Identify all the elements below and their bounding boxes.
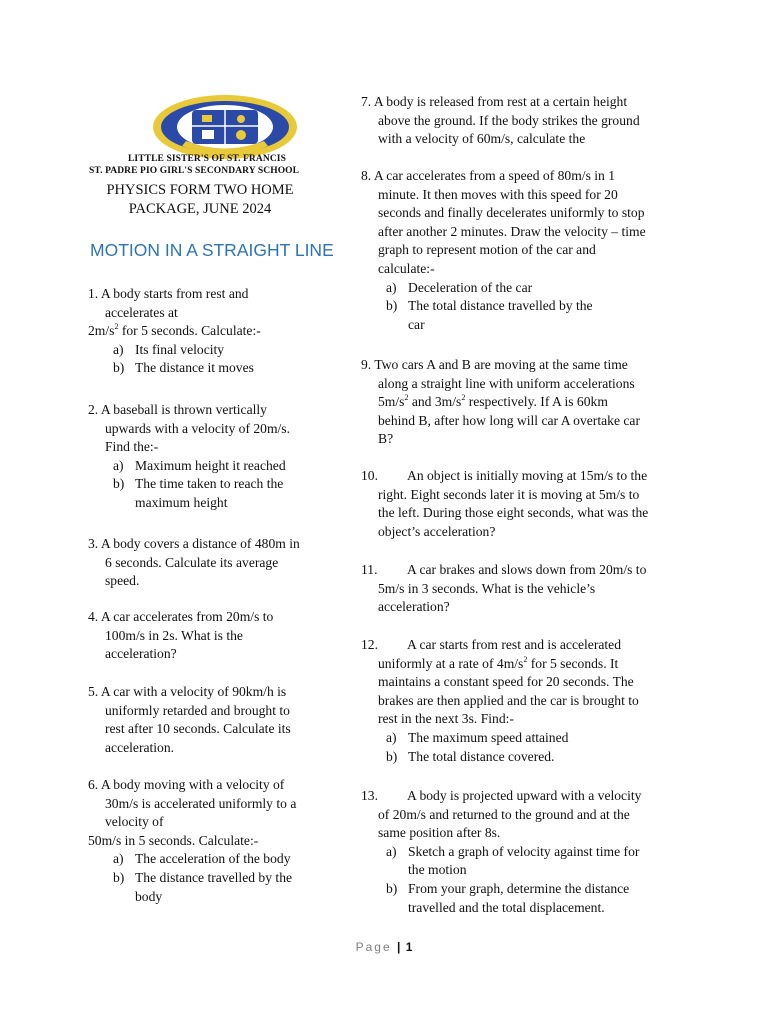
q6-part-b-text: The distance travelled by the xyxy=(135,869,293,885)
school-logo xyxy=(152,94,298,160)
q1-part-a-text: Its final velocity xyxy=(135,341,225,357)
q1-part-b-text: The distance it moves xyxy=(135,360,254,376)
question-10 xyxy=(361,467,648,541)
q1-part-b xyxy=(88,359,261,378)
question-2 xyxy=(88,401,290,513)
q2-part-b-text: maximum height xyxy=(135,494,228,510)
q7-line: 7. A body is released from rest at a certain height xyxy=(361,94,628,109)
q6-part-a xyxy=(88,850,296,869)
q12-text: uniformly at a rate of 4m/s xyxy=(378,655,524,671)
q6-line: 30m/s is accelerated uniformly to a xyxy=(105,795,297,811)
question-5 xyxy=(88,683,291,757)
topic-heading: MOTION IN A STRAIGHT LINE xyxy=(90,240,334,260)
q6-line: velocity of xyxy=(105,814,164,830)
q12-text: for 5 seconds. It xyxy=(527,655,619,671)
q4-line: acceleration? xyxy=(105,646,177,662)
q10-line: right. Eight seconds later it is moving at 5m/s to xyxy=(378,486,640,502)
q13-part-a xyxy=(361,843,641,880)
q6-line: 6. A body moving with a velocity of xyxy=(88,777,285,792)
q9-line: along a straight line with uniform accelerations xyxy=(378,375,635,391)
q10-line: object’s acceleration? xyxy=(378,523,496,539)
q6-line: 50m/s in 5 seconds. Calculate:- xyxy=(88,832,259,848)
q9-line: 9. Two cars A and B are moving at the same time xyxy=(361,357,628,372)
q8-part-a-text: Deceleration of the car xyxy=(408,279,533,295)
q6-part-a-marker: a) xyxy=(113,851,124,867)
question-11 xyxy=(361,561,646,617)
q2-part-b-text: The time taken to reach the xyxy=(135,476,284,492)
q12-part-b-text: The total distance covered. xyxy=(408,748,555,764)
q3-line: 6 seconds. Calculate its average xyxy=(105,554,279,570)
q6-part-b xyxy=(88,869,296,906)
page-label: Page xyxy=(355,940,392,954)
q7-line: with a velocity of 60m/s, calculate the xyxy=(378,131,586,147)
q13-part-a-text: the motion xyxy=(408,862,467,878)
q5-line: acceleration. xyxy=(105,739,175,755)
q12-part-a xyxy=(361,729,639,748)
q2-part-b-marker: b) xyxy=(113,476,125,492)
q9-line: B? xyxy=(378,431,394,447)
package-title xyxy=(100,181,300,219)
q12-number: 12. xyxy=(361,637,378,652)
question-6 xyxy=(88,776,296,906)
q5-line: rest after 10 seconds. Calculate its xyxy=(105,721,291,737)
question-12 xyxy=(361,636,639,766)
q8-line: calculate:- xyxy=(378,260,435,276)
q8-part-b-marker: b) xyxy=(386,298,398,314)
q11-text: A car brakes and slows down from 20m/s to xyxy=(407,562,647,577)
q1-text: for 5 seconds. Calculate:- xyxy=(118,323,261,339)
q7-line: above the ground. If the body strikes the ground xyxy=(378,112,640,128)
question-8 xyxy=(361,167,646,334)
q12-part-a-marker: a) xyxy=(386,729,397,745)
q12-line: rest in the next 3s. Find:- xyxy=(378,711,514,727)
q2-line: 2. A baseball is thrown vertically xyxy=(88,402,267,417)
q12-part-b xyxy=(361,748,639,767)
question-3 xyxy=(88,535,300,591)
q12-part-b-marker: b) xyxy=(386,748,398,764)
q13-part-b xyxy=(361,880,641,917)
q1-superscript: 2 xyxy=(114,322,119,332)
q13-line: same position after 8s. xyxy=(378,825,501,841)
question-7 xyxy=(361,93,640,149)
q2-part-a-text: Maximum height it reached xyxy=(135,457,286,473)
q10-line xyxy=(361,467,648,486)
q12-part-a-text: The maximum speed attained xyxy=(408,729,569,745)
page-footer xyxy=(0,940,768,954)
q1-line: 1. A body starts from rest and xyxy=(88,286,249,301)
q13-part-b-marker: b) xyxy=(386,880,398,896)
q9-text: and 3m/s xyxy=(408,394,462,410)
q9-superscript: 2 xyxy=(404,393,409,403)
q13-line: of 20m/s and returned to the ground and at the xyxy=(378,806,630,822)
school-name-line2: ST. PADRE PIO GIRL'S SECONDARY SCHOOL xyxy=(89,166,300,176)
q11-line: acceleration? xyxy=(378,599,450,615)
q4-line: 4. A car accelerates from 20m/s to xyxy=(88,609,274,624)
q6-part-b-marker: b) xyxy=(113,869,125,885)
q4-line: 100m/s in 2s. What is the xyxy=(105,627,243,643)
q1-line xyxy=(88,322,261,341)
package-title-line2: PACKAGE, JUNE 2024 xyxy=(128,201,272,217)
q11-line xyxy=(361,561,646,580)
q1-line: accelerates at xyxy=(105,304,178,320)
q12-text: A car starts from rest and is accelerated xyxy=(407,637,622,652)
q8-part-b-text: The total distance travelled by the xyxy=(408,298,593,314)
q8-part-b xyxy=(361,297,646,334)
q1-part-a xyxy=(88,341,261,360)
q12-superscript: 2 xyxy=(523,654,528,664)
q3-line: speed. xyxy=(105,573,140,589)
q1-part-a-marker: a) xyxy=(113,341,124,357)
q6-part-a-text: The acceleration of the body xyxy=(135,851,291,867)
q10-line: the left. During those eight seconds, what was the xyxy=(378,505,649,521)
q8-part-a xyxy=(361,279,646,298)
package-title-line1: PHYSICS FORM TWO HOME xyxy=(106,182,294,198)
question-13 xyxy=(361,787,641,917)
question-1 xyxy=(88,285,261,378)
page-number: 1 xyxy=(405,940,413,954)
q13-number: 13. xyxy=(361,788,378,803)
q12-line xyxy=(361,655,639,674)
q11-line: 5m/s in 3 seconds. What is the vehicle’s xyxy=(378,580,596,596)
q12-line: maintains a constant speed for 20 seconds. The xyxy=(378,674,634,690)
q8-line: seconds and finally decelerates uniformly to stop xyxy=(378,205,645,221)
q8-part-a-marker: a) xyxy=(386,279,397,295)
q10-text: An object is initially moving at 15m/s to the xyxy=(407,468,648,483)
page-separator: | xyxy=(396,940,401,954)
q1-text: 2m/s xyxy=(88,323,115,339)
q9-text: 5m/s xyxy=(378,394,405,410)
q3-line: 3. A body covers a distance of 480m in xyxy=(88,536,300,551)
q12-line: brakes are then applied and the car is brought to xyxy=(378,692,639,708)
question-9 xyxy=(361,356,640,449)
q13-part-b-text: From your graph, determine the distance xyxy=(408,880,630,896)
q2-line: upwards with a velocity of 20m/s. xyxy=(105,420,290,436)
q2-part-b xyxy=(88,475,290,512)
q13-text: A body is projected upward with a velocity xyxy=(407,788,642,803)
q1-part-b-marker: b) xyxy=(113,360,125,376)
q9-line xyxy=(361,393,640,412)
q8-line: after another 2 minutes. Draw the velocity – time xyxy=(378,223,646,239)
q13-part-b-text: travelled and the total displacement. xyxy=(408,899,605,915)
q13-part-a-marker: a) xyxy=(386,843,397,859)
school-name-line1: LITTLE SISTER'S OF ST. FRANCIS xyxy=(128,154,286,164)
q10-number: 10. xyxy=(361,468,378,483)
q12-line xyxy=(361,636,639,655)
q2-line: Find the:- xyxy=(105,439,159,455)
q13-line xyxy=(361,787,641,806)
q2-part-a xyxy=(88,457,290,476)
q2-part-a-marker: a) xyxy=(113,457,124,473)
q9-text: respectively. If A is 60km xyxy=(465,394,608,410)
q9-line: behind B, after how long will car A overtake car xyxy=(378,412,640,428)
q6-part-b-text: body xyxy=(135,888,163,904)
q8-line: 8. A car accelerates from a speed of 80m/s in 1 xyxy=(361,168,616,183)
q13-part-a-text: Sketch a graph of velocity against time for xyxy=(408,843,640,859)
q5-line: 5. A car with a velocity of 90km/h is xyxy=(88,684,287,699)
q8-line: minute. It then moves with this speed for 20 xyxy=(378,186,618,202)
q8-part-b-text: car xyxy=(408,316,425,332)
q8-line: graph to represent motion of the car and xyxy=(378,242,596,258)
question-4 xyxy=(88,608,273,664)
q5-line: uniformly retarded and brought to xyxy=(105,702,290,718)
q9-superscript: 2 xyxy=(461,393,466,403)
q11-number: 11. xyxy=(361,562,378,577)
